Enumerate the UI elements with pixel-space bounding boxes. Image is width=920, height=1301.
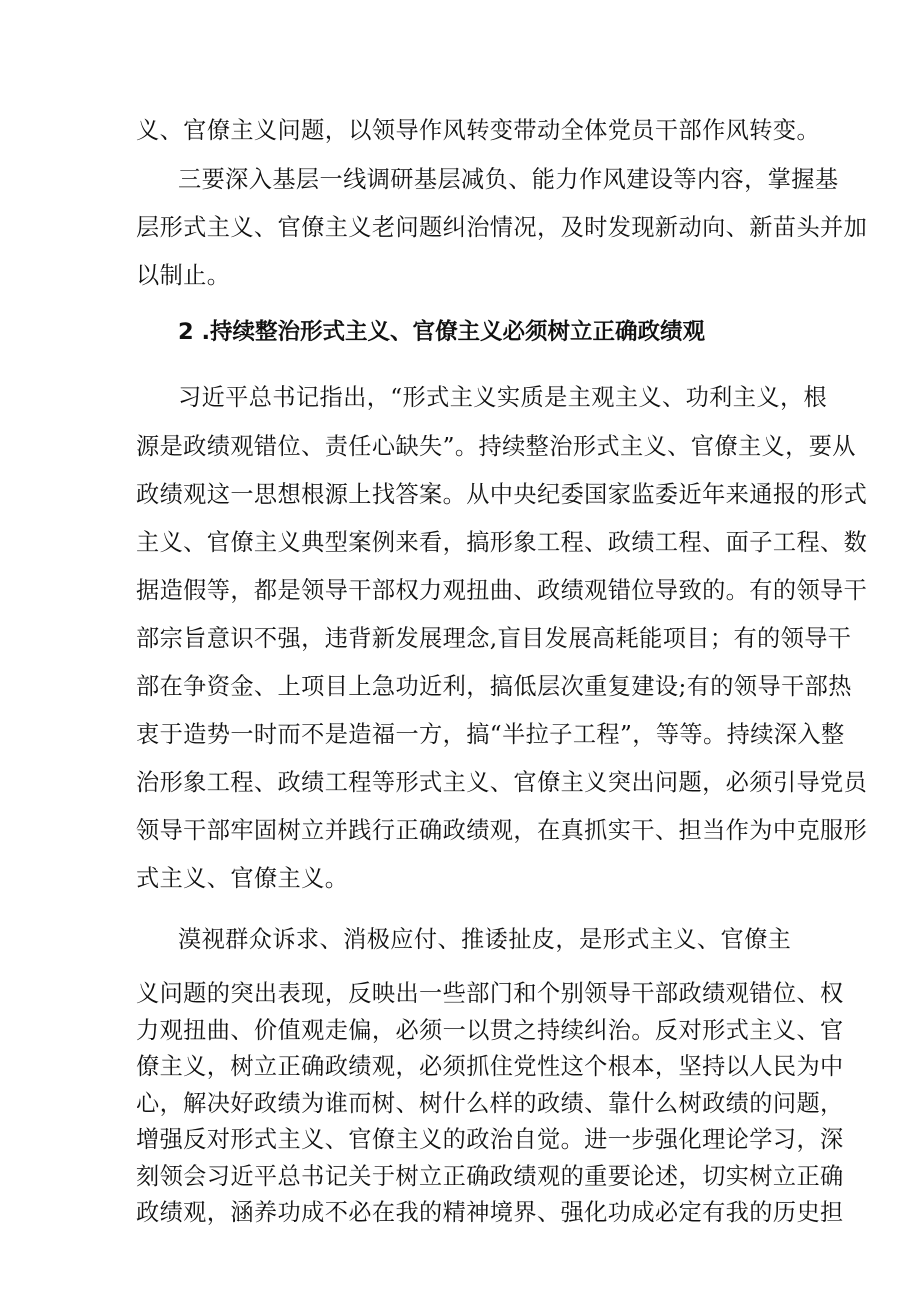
text-line: 主义、官僚主义典型案例来看，搞形象工程、政绩工程、面子工程、数 (136, 529, 868, 556)
text-line: 政绩观，涵养功成不必在我的精神境界、强化功成必定有我的历史担 (136, 1199, 844, 1226)
text-line: 层形式主义、官僚主义老问题纠治情况，及时发现新动向、新苗头并加 (136, 214, 868, 241)
text-line: 义问题的突出表现，反映出一些部门和个别领导干部政绩观错位、权 (136, 980, 844, 1007)
text-line: 漠视群众诉求、消极应付、推诿扯皮，是形式主义、官僚主 (178, 926, 792, 953)
text-line: 义、官僚主义问题，以领导作风转变带动全体党员干部作风转变。 (136, 117, 821, 144)
text-line: 领导干部牢固树立并践行正确政绩观，在真抓实干、担当作为中克服形 (136, 817, 868, 844)
text-line: 治形象工程、政绩工程等形式主义、官僚主义突出问题，必须引导党员 (136, 769, 868, 796)
text-line: 政绩观这一思想根源上找答案。从中央纪委国家监委近年来通报的形式 (136, 481, 868, 508)
section-heading: 2 .持续整治形式主义、官僚主义必须树立正确政绩观 (178, 319, 706, 345)
text-line: 力观扭曲、价值观走偏，必须一以贯之持续纠治。反对形式主义、官 (136, 1017, 844, 1044)
text-line: 以制止。 (136, 262, 231, 289)
text-line: 源是政绩观错位、责任心缺失”。持续整治形式主义、官僚主义，要从 (136, 433, 856, 460)
text-line: 衷于造势一时而不是造福一方，搞“半拉子工程”，等等。持续深入整 (136, 721, 845, 748)
text-line: 部宗旨意识不强，违背新发展理念,盲目发展高耗能项目；有的领导干 (136, 625, 852, 652)
text-line: 增强反对形式主义、官僚主义的政治自觉。进一步强化理论学习，深 (136, 1126, 844, 1153)
text-line: 心，解决好政绩为谁而树、树什么样的政绩、靠什么树政绩的问题， (136, 1090, 844, 1117)
text-line: 僚主义，树立正确政绩观，必须抓住党性这个根本，坚持以人民为中 (136, 1053, 844, 1080)
text-line: 三要深入基层一线调研基层减负、能力作风建设等内容，掌握基 (178, 166, 839, 193)
text-line: 式主义、官僚主义。 (136, 865, 349, 892)
text-line: 部在争资金、上项目上急功近利，搞低层次重复建设;有的领导干部热 (136, 673, 852, 700)
text-line: 据造假等，都是领导干部权力观扭曲、政绩观错位导致的。有的领导干 (136, 577, 868, 604)
text-line: 习近平总书记指出，“形式主义实质是主观主义、功利主义，根 (178, 384, 828, 411)
text-line: 刻领会习近平总书记关于树立正确政绩观的重要论述，切实树立正确 (136, 1163, 844, 1190)
